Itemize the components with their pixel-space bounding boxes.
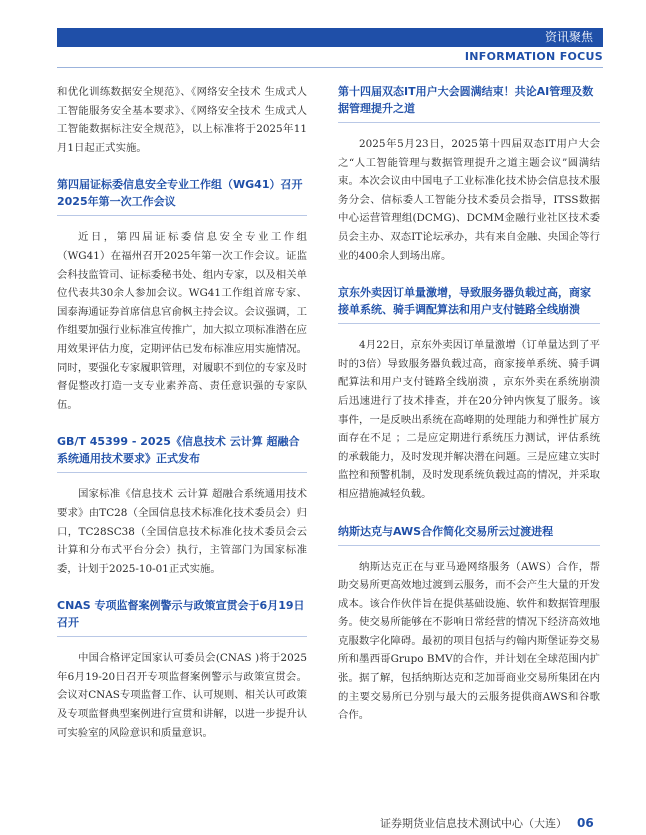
title-divider xyxy=(338,323,600,324)
article-title: CNAS 专项监督案例警示与政策宣贯会于6月19日召开 xyxy=(57,599,305,630)
article-body: 4月22日，京东外卖因订单量激增（订单量达到了平时的3倍）导致服务器负载过高，商家接单系统、骑手调配算法和用户支付链路全线崩溃 ，京东外卖在系统崩溃后迅速进行了技术排查，并在20分钟内恢复了服务。该事件，一是反映出系统在高峰期的处理能力和弹性扩展方面存在不足 ；二是应定期进行系统压力测试，评估系统的承载能力，及时发现并解决潜在问题。三是应建立实时监控和预警机制，及时发现系统负载过高的情况，并采取相应措施减轻负载。 xyxy=(338,339,600,500)
article-body: 国家标准《信息技术 云计算 超融合系统通用技术要求》由TC28（全国信息技术标准化技术委员会）归口，TC28SC38（全国信息技术标准化技术委员会云计算和分布式平台分会）执行，主管部门为国家标准委，计划于2025-10-01正式实施。 xyxy=(57,488,307,575)
article-shuangtai-it xyxy=(338,83,600,265)
page-footer xyxy=(380,815,610,831)
article-body: 纳斯达克正在与亚马逊网络服务（AWS）合作，帮助交易所更高效地过渡到云服务，而不会产生大量的开发成本。该合作伙伴旨在提供基础设施、软件和数据管理服务。使交易所能够在不影响日常经营的情况下经济高效地克服数字化障碍。最初的项目包括与约翰内斯堡证券交易所和墨西哥Grupo BMV的合作，并计划在全球范围内扩张。据了解，包括纳斯达克和芝加哥商业交易所集团在内的主要交易所已分别与最大的云服务提供商AWS和谷歌合作。 xyxy=(338,560,600,722)
article-title: 第四届证标委信息安全专业工作组（WG41）召开2025年第一次工作会议 xyxy=(57,178,303,209)
intro-paragraph: 和优化训练数据安全规范》、《网络安全技术 生成式人工智能服务安全基本要求》、《网络安全技术 生成式人工智能数据标注安全规范》，以上标准将于2025年11月1日起正式实施。 xyxy=(57,86,307,154)
article-title: 纳斯达克与AWS合作简化交易所云过渡进程 xyxy=(338,524,554,538)
article-title: 第十四届双态IT用户大会圆满结束！共论AI管理及数据管理提升之道 xyxy=(338,85,594,115)
section-title-en: INFORMATION FOCUS xyxy=(464,50,603,63)
header-divider xyxy=(57,67,603,68)
title-divider xyxy=(57,636,307,637)
article-body: 中国合格评定国家认可委员会(CNAS )将于2025年6月19-20日召开专项监督案例警示与政策宣贯会。会议对CNAS专项监督工作、认可规则、相关认可政策及专项监督典型案例进行宣贯和讲解，以进一步提升认可实验室的风险意识和质量意识。 xyxy=(57,652,307,739)
title-divider xyxy=(338,545,600,546)
article-title: 京东外卖因订单量激增，导致服务器负载过高，商家接单系统、骑手调配算法和用户支付链路全线崩溃 xyxy=(338,286,591,317)
article-body: 近日，第四届证标委信息安全专业工作组（WG41）在福州召开2025年第一次工作会议。证监会科技监管司、证标委秘书处、组内专家，以及相关单位代表共30余人参加会议。WG41工作组首席专家、国泰海通证券首席信息官俞枫主持会议。会议强调，工作组要加强行业标准宣传推广，加大拟立项标准潜在应用效果评估力度，定期评估已发布标准应用实施情况。同时，要强化专家履职管理，对履职不到位的专家及时督促整改打造一支专业素养高、责任意识强的专家队伍。 xyxy=(57,231,307,411)
article-nasdaq-aws xyxy=(338,523,600,725)
article-body: 2025年5月23日，2025第十四届双态IT用户大会之“人工智能管理与数据管理提升之道主题会议”圆满结束。本次会议由中国电子工业标准化技术协会信息技术服务分会、信标委人工智能分技术委员会指导，ITSS数据中心运营管理组(DCMG)、DCMM金融行业社区技术委员会主办、双态IT论坛承办，共有来自金融、央国企等行业的400余人到场出席。 xyxy=(338,138,600,262)
article-cnas xyxy=(57,597,307,742)
footer-org: 证券期货业信息技术测试中心（大连） xyxy=(380,817,567,830)
title-divider xyxy=(338,122,600,123)
article-gbt45399 xyxy=(57,433,307,578)
page-number: 06 xyxy=(577,816,594,830)
article-jd-outage xyxy=(338,284,600,503)
title-divider xyxy=(57,472,307,473)
right-column xyxy=(338,83,600,725)
left-column xyxy=(57,83,307,742)
article-title: GB/T 45399 - 2025《信息技术 云计算 超融合系统通用技术要求》正式发布 xyxy=(57,435,300,466)
section-title-cn: 资讯聚焦 xyxy=(544,30,593,44)
section-header-bar xyxy=(57,28,603,47)
article-wg41 xyxy=(57,176,307,414)
title-divider xyxy=(57,215,307,216)
